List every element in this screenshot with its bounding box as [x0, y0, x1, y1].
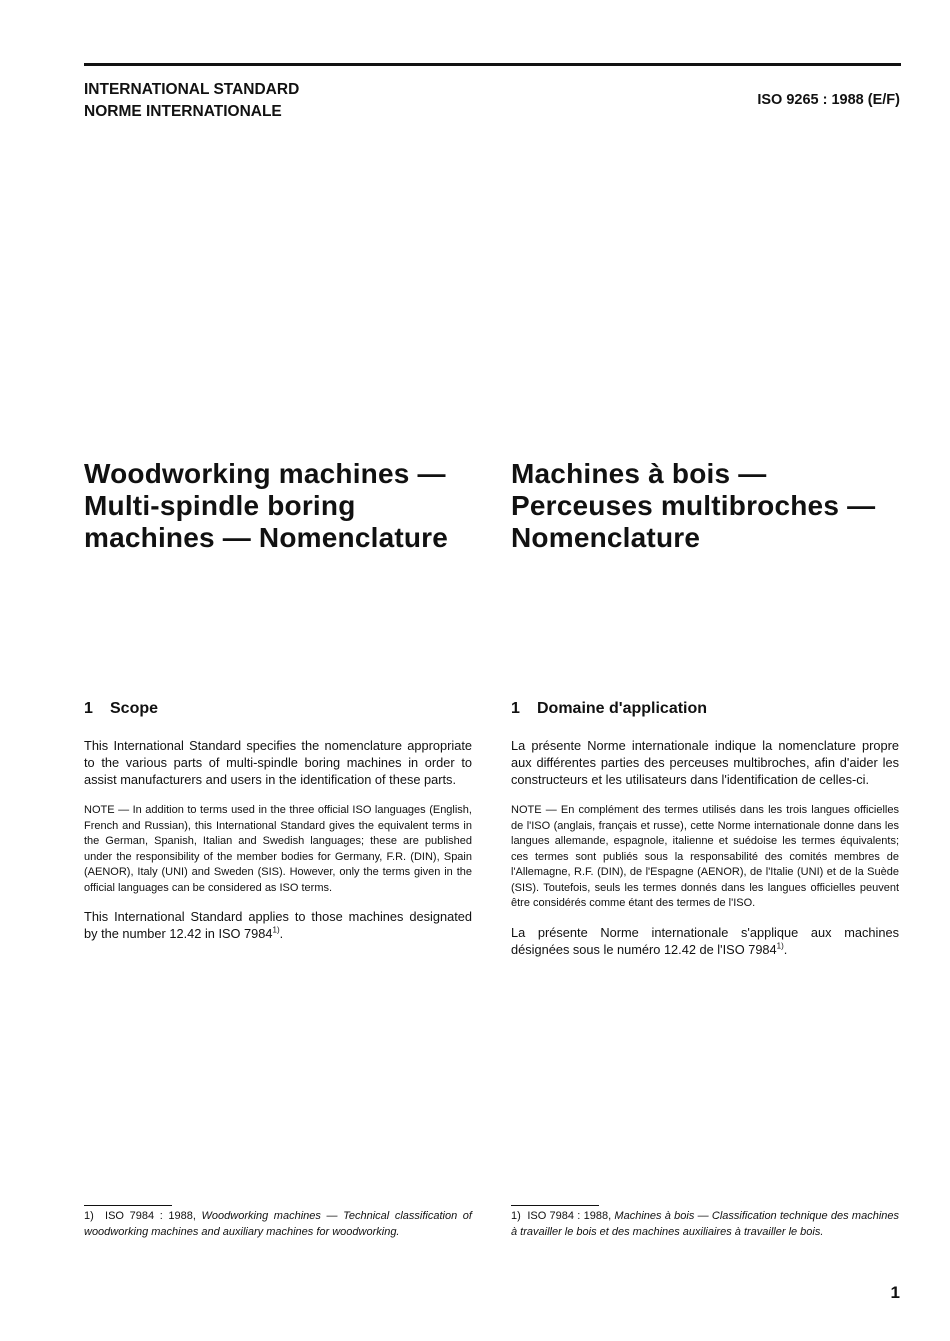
footnote-ref: ISO 7984 : 1988,: [105, 1210, 196, 1222]
footnote-marker: 1): [511, 1210, 521, 1222]
section-number: 1: [511, 700, 520, 717]
section-title: Domaine d'application: [537, 700, 708, 717]
header-rule: [84, 63, 901, 66]
sentence-end: .: [279, 926, 284, 941]
note-paragraph: NOTE — En complément des termes utilisés dans les trois langues officielles de l'ISO (anglais, français et russe), cette Norme internationale donne dans les langues allemande, espagnole, italienne et suédoise les termes équivalents; ces termes sont publiés sous la responsabilité des comités membres de l'Allemagne, R.F. (DIN), de l'Espagne (AENOR), de l'Italie (UNI) et de la Suède (SIS). Toutefois, seuls les termes donnés dans les langues officielles peuvent être considérés comme étant des termes de l'ISO.: [511, 804, 899, 909]
footnote-rule-en: [84, 1205, 172, 1206]
title-en: Woodworking machines — Multi-spindle boring machines — Nomenclature: [84, 458, 449, 553]
footnote-ref: ISO 7984 : 1988,: [527, 1210, 612, 1222]
footnote-fr: [511, 1209, 899, 1240]
footnote-rule-fr: [511, 1205, 599, 1206]
footnote-title: Woodworking machines — Technical classification of woodworking machines and auxiliary machines for woodworking.: [84, 1210, 472, 1238]
footnote-reference: 1): [272, 925, 280, 935]
section-title: Scope: [110, 700, 159, 717]
title-fr: Machines à bois — Perceuses multibroches — Nomenclature: [511, 458, 876, 553]
scope-paragraph: La présente Norme internationale indique la nomenclature propre aux différentes parties des perceuses multibroches, afin d'aider les constructeurs et les utilisateurs dans l'identification de celles-ci.: [511, 738, 899, 787]
sentence-end: .: [783, 941, 788, 957]
application-paragraph: [511, 924, 899, 958]
page-number: 1: [890, 1283, 900, 1302]
column-english: [84, 700, 472, 957]
application-paragraph: [84, 908, 472, 942]
section-heading-en: [84, 700, 472, 720]
footnote-title: Machines à bois — Classification technique des machines à travailler le bois et des machines auxiliaires à travailler le bois.: [511, 1210, 899, 1238]
section-heading-fr: [511, 700, 899, 720]
column-french: [511, 700, 899, 973]
scope-paragraph: This International Standard specifies the nomenclature appropriate to the various parts of multi-spindle boring machines in order to assist manufacturers and users in the identification of these parts.: [84, 738, 472, 787]
note-paragraph: NOTE — In addition to terms used in the three official ISO languages (English, French and Russian), this International Standard gives the equivalent terms in the German, Spanish, Italian and Swedish languages; these are published under the responsibility of the member bodies for Germany, F.R. (DIN), Spain (AENOR), Italy (UNI) and Sweden (SIS). However, only the terms given in the official languages can be considered as ISO terms.: [84, 804, 472, 894]
footnote-reference: 1): [776, 941, 784, 951]
document-type-en: INTERNATIONAL STANDARD: [84, 81, 300, 98]
application-text: La présente Norme internationale s'applique aux machines désignées sous le numéro 12.42 de l'ISO 7984: [511, 924, 899, 957]
standard-reference: ISO 9265 : 1988 (E/F): [757, 92, 900, 108]
footnote-marker: 1): [84, 1210, 94, 1222]
footnote-en: [84, 1209, 472, 1240]
section-number: 1: [84, 700, 93, 717]
document-type: [84, 79, 299, 123]
application-text: This International Standard applies to those machines designated by the number 12.42 in ISO 7984: [84, 909, 472, 941]
document-type-fr: NORME INTERNATIONALE: [84, 103, 282, 120]
